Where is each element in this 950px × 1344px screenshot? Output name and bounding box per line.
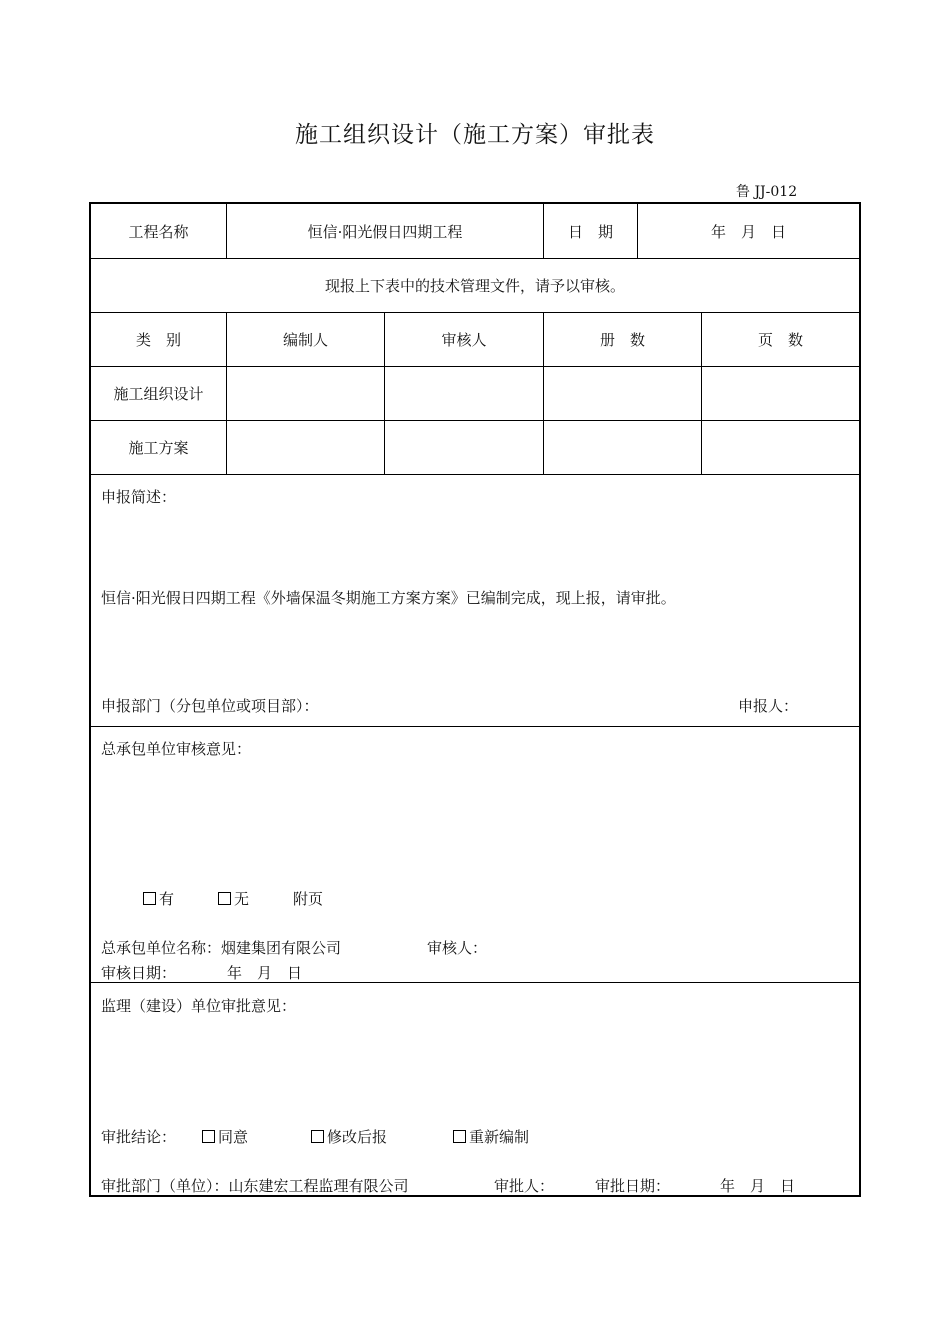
approval-date-value: 年 月 日 bbox=[720, 1177, 796, 1195]
report-label: 申报简述： bbox=[101, 488, 177, 506]
date-value: 年 月 日 bbox=[710, 222, 786, 241]
report-person-label: 申报人： bbox=[738, 697, 799, 715]
report-dept-label: 申报部门（分包单位或项目部）： bbox=[101, 697, 319, 715]
approval-date-label: 审批日期： bbox=[595, 1177, 671, 1195]
header-compiler: 编制人 bbox=[282, 331, 328, 349]
checkbox-icon bbox=[143, 892, 156, 905]
report-body: 恒信·阳光假日四期工程《外墙保温冬期施工方案方案》已编制完成，现上报，请审批。 bbox=[101, 589, 676, 607]
approval-form bbox=[89, 202, 861, 1197]
header-volumes: 册 数 bbox=[599, 331, 645, 349]
form-title: 施工组织设计（施工方案）审批表 bbox=[295, 122, 655, 148]
supervision-opinion-label: 监理（建设）单位审批意见： bbox=[101, 997, 297, 1015]
option-no[interactable]: 无 bbox=[218, 888, 249, 909]
notice-text: 现报上下表中的技术管理文件，请予以审核。 bbox=[324, 277, 625, 295]
option-redo[interactable]: 重新编制 bbox=[453, 1126, 529, 1147]
header-category: 类 别 bbox=[135, 331, 181, 349]
contractor-reviewer-label: 审核人： bbox=[427, 939, 488, 957]
contractor-date-label: 审核日期： bbox=[101, 964, 177, 982]
contractor-opinion-label: 总承包单位审核意见： bbox=[101, 740, 252, 758]
date-label: 日 期 bbox=[567, 222, 613, 241]
checkbox-icon bbox=[311, 1130, 324, 1143]
checkbox-icon bbox=[218, 892, 231, 905]
header-pages: 页 数 bbox=[757, 331, 803, 349]
contractor-date-value: 年 月 日 bbox=[227, 964, 303, 982]
option-yes[interactable]: 有 bbox=[143, 888, 174, 909]
project-name-label: 工程名称 bbox=[128, 222, 189, 241]
approval-dept: 审批部门（单位）：山东建宏工程监理有限公司 bbox=[101, 1177, 409, 1195]
approver-label: 审批人： bbox=[494, 1177, 555, 1195]
checkbox-icon bbox=[202, 1130, 215, 1143]
conclusion-label: 审批结论： bbox=[101, 1128, 177, 1146]
header-reviewer: 审核人 bbox=[441, 331, 487, 349]
checkbox-icon bbox=[453, 1130, 466, 1143]
row-construction-design: 施工组织设计 bbox=[113, 385, 204, 403]
option-agree[interactable]: 同意 bbox=[202, 1126, 248, 1147]
row-construction-plan: 施工方案 bbox=[128, 439, 189, 457]
project-name-value: 恒信·阳光假日四期工程 bbox=[307, 222, 463, 241]
form-code: 鲁 JJ-012 bbox=[736, 184, 798, 200]
attachment-label: 附页 bbox=[293, 890, 324, 908]
contractor-name: 总承包单位名称：烟建集团有限公司 bbox=[101, 939, 342, 957]
option-modify[interactable]: 修改后报 bbox=[311, 1126, 387, 1147]
